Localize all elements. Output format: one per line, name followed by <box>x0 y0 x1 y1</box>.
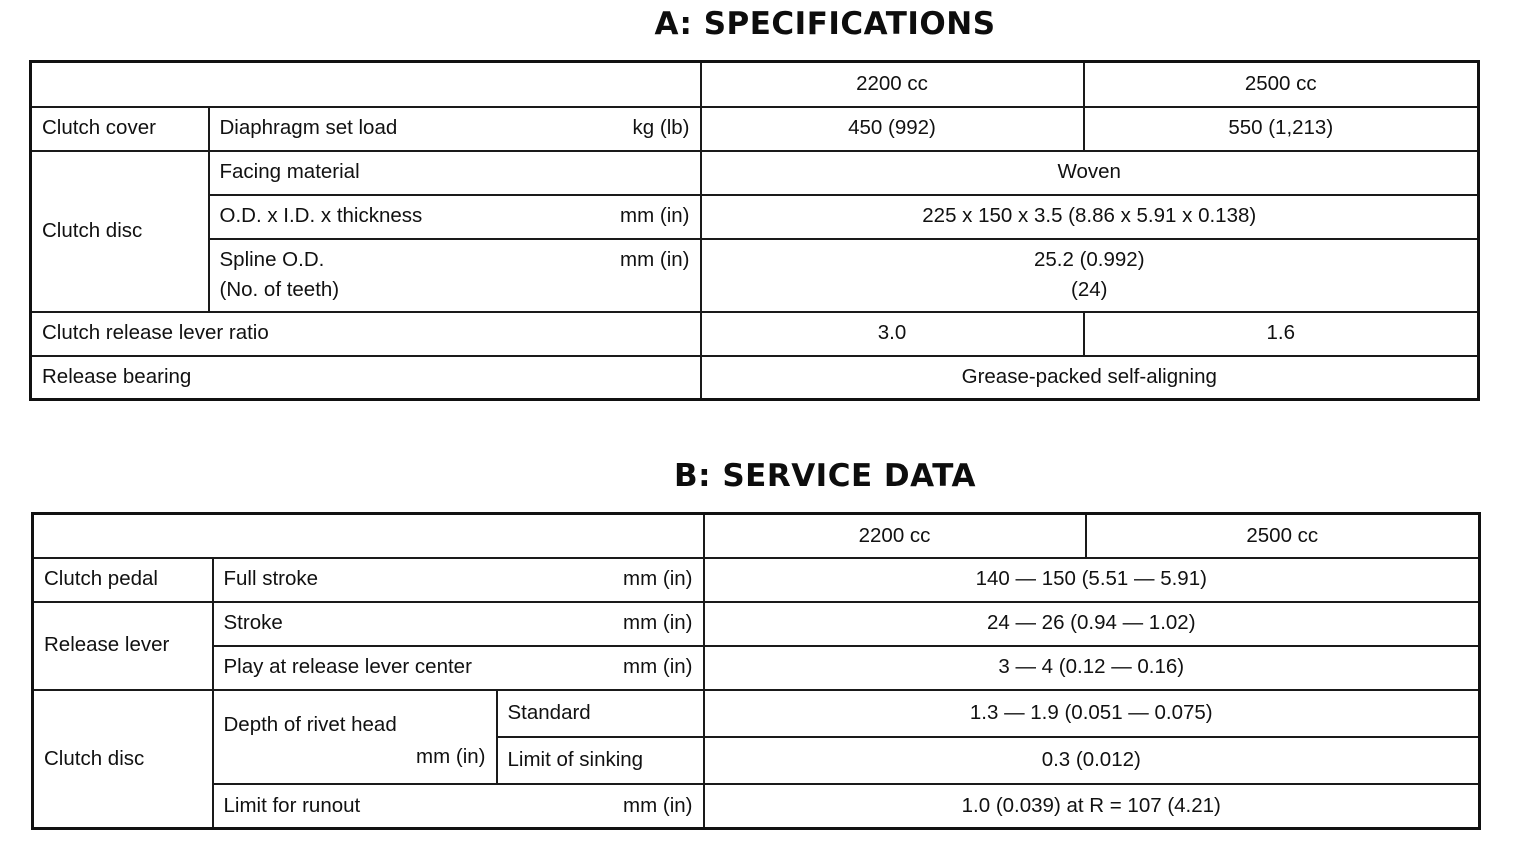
value-2200: 3.0 <box>701 312 1084 356</box>
column-header-2200: 2200 cc <box>701 62 1084 107</box>
row-label-release-lever: Release lever <box>33 602 213 690</box>
item-name: Depth of rivet head <box>223 712 397 736</box>
row-label-release-bearing: Release bearing <box>31 356 701 400</box>
value-primary: 25.2 (0.992) <box>1033 248 1145 271</box>
item-spline-od <box>209 239 701 312</box>
header-blank-cell <box>31 62 701 107</box>
item-unit: kg (lb) <box>632 116 690 140</box>
table-row <box>31 151 1479 195</box>
table-row <box>33 784 1480 829</box>
specifications-title: A: SPECIFICATIONS <box>654 6 996 42</box>
item-name: Limit for runout <box>223 793 361 817</box>
item-standard: Standard <box>497 690 704 737</box>
column-header-2500: 2500 cc <box>1086 514 1480 558</box>
item-name: O.D. x I.D. x thickness <box>219 204 423 228</box>
value-standard: 1.3 — 1.9 (0.051 — 0.075) <box>704 690 1480 737</box>
item-limit-of-sinking: Limit of sinking <box>497 737 704 784</box>
value-limit-for-runout: 1.0 (0.039) at R = 107 (4.21) <box>704 784 1480 829</box>
table-row <box>33 514 1480 558</box>
item-unit: mm (in) <box>623 611 693 635</box>
service-data-title: B: SERVICE DATA <box>674 458 976 494</box>
row-label-clutch-disc: Clutch disc <box>33 690 213 829</box>
value-limit-of-sinking: 0.3 (0.012) <box>704 737 1480 784</box>
item-play <box>213 646 704 690</box>
item-depth-of-rivet-head <box>213 690 497 784</box>
item-unit: mm (in) <box>623 567 693 591</box>
table-row <box>31 356 1479 400</box>
item-full-stroke <box>213 558 704 602</box>
header-blank-cell <box>33 514 704 558</box>
item-name: Stroke <box>223 611 283 635</box>
specifications-table <box>29 60 1480 401</box>
value-2200: 450 (992) <box>701 107 1084 151</box>
value-secondary: (24) <box>1071 278 1108 301</box>
item-name-secondary: (No. of teeth) <box>219 278 340 301</box>
row-label-clutch-pedal: Clutch pedal <box>33 558 213 602</box>
item-unit: mm (in) <box>620 204 690 228</box>
table-row <box>31 62 1479 107</box>
value-full-stroke: 140 — 150 (5.51 — 5.91) <box>704 558 1480 602</box>
item-unit: mm (in) <box>623 655 693 679</box>
item-stroke <box>213 602 704 646</box>
item-diaphragm-set-load <box>209 107 701 151</box>
value-facing-material: Woven <box>701 151 1479 195</box>
column-header-2500: 2500 cc <box>1084 62 1479 107</box>
row-label-clutch-disc: Clutch disc <box>31 151 209 312</box>
item-name: Diaphragm set load <box>219 116 398 140</box>
column-header-2200: 2200 cc <box>704 514 1086 558</box>
value-stroke: 24 — 26 (0.94 — 1.02) <box>704 602 1480 646</box>
item-name: Play at release lever center <box>223 655 472 679</box>
table-row <box>33 602 1480 646</box>
row-label-lever-ratio: Clutch release lever ratio <box>31 312 701 356</box>
value-2500: 550 (1,213) <box>1084 107 1479 151</box>
value-release-bearing: Grease-packed self-aligning <box>701 356 1479 400</box>
item-unit: mm (in) <box>620 248 690 271</box>
row-label-clutch-cover: Clutch cover <box>31 107 209 151</box>
item-name: Full stroke <box>223 567 319 591</box>
item-facing-material: Facing material <box>209 151 701 195</box>
item-unit: mm (in) <box>416 744 486 768</box>
value-play: 3 — 4 (0.12 — 0.16) <box>704 646 1480 690</box>
item-unit: mm (in) <box>623 793 693 817</box>
table-row <box>31 239 1479 312</box>
table-row <box>31 107 1479 151</box>
value-spline-od <box>701 239 1479 312</box>
table-row <box>33 646 1480 690</box>
item-limit-for-runout <box>213 784 704 829</box>
item-name: Spline O.D. <box>219 248 325 271</box>
table-row <box>31 312 1479 356</box>
table-row <box>33 690 1480 737</box>
item-dimensions <box>209 195 701 239</box>
table-row <box>31 195 1479 239</box>
table-row <box>33 558 1480 602</box>
value-dimensions: 225 x 150 x 3.5 (8.86 x 5.91 x 0.138) <box>701 195 1479 239</box>
value-2500: 1.6 <box>1084 312 1479 356</box>
service-data-table <box>31 512 1481 830</box>
